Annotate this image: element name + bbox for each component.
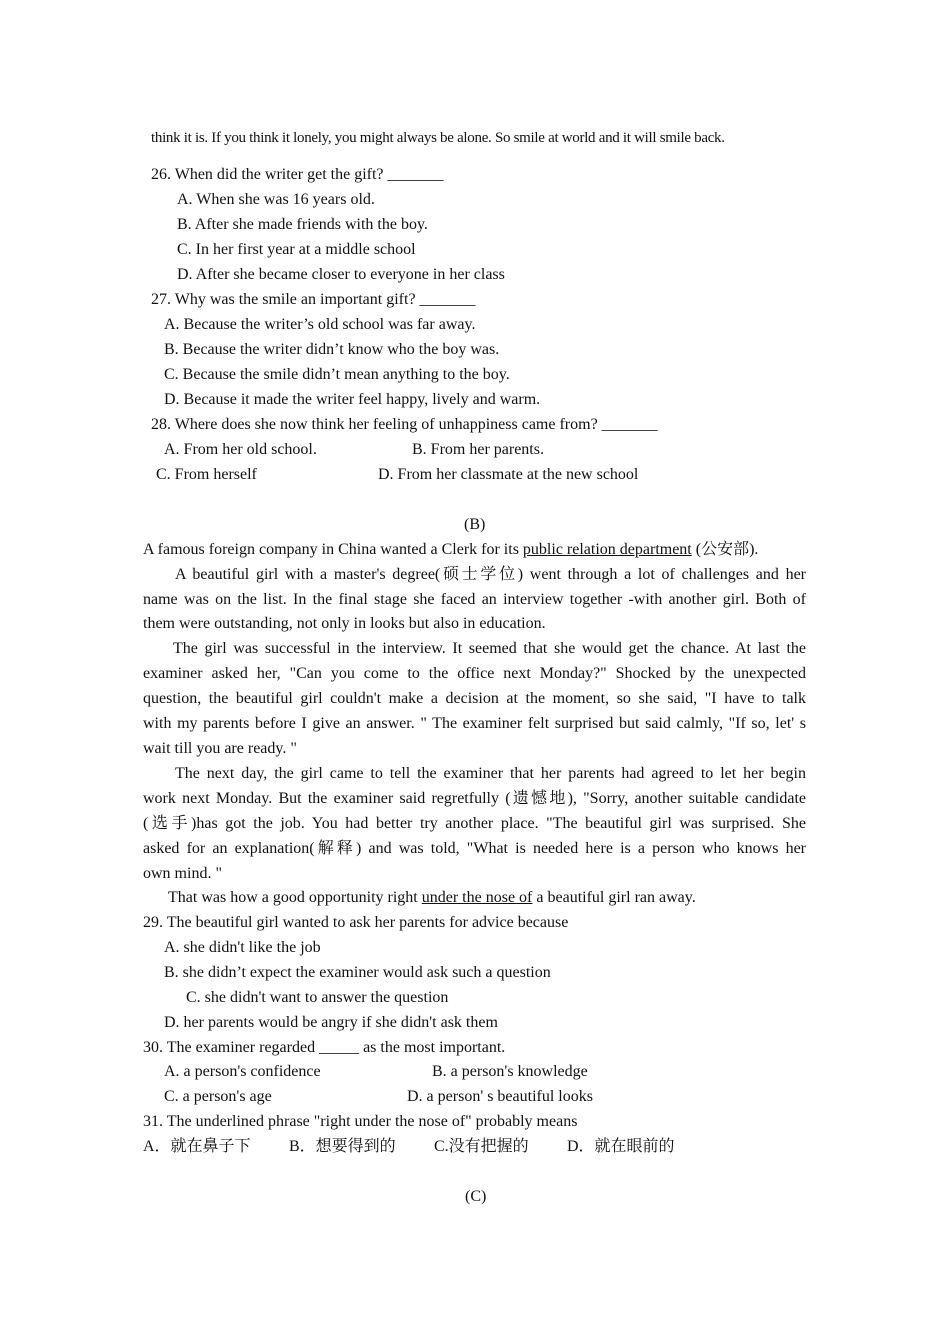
q27-option-b: B. Because the writer didn’t know who the boy was. [164, 341, 500, 358]
paragraph-1-line-1: A beautiful girl with a master's degree(硕士学位) went through a lot of challenges and her [175, 566, 806, 583]
q27-option-c: C. Because the smile didn’t mean anything to the boy. [164, 366, 510, 383]
q28-option-b: B. From her parents. [412, 441, 544, 458]
underlined-phrase-department: public relation department [522, 541, 692, 558]
paragraph-3-line-3: (选手)has got the job. You had better try another place. "The beautiful girl was surprised. She [143, 815, 806, 832]
q29-option-b: B. she didn’t expect the examiner would ask such a question [164, 964, 551, 981]
question-31: 31. The underlined phrase "right under the nose of" probably means [143, 1113, 578, 1130]
q30-option-b: B. a person's knowledge [432, 1063, 588, 1080]
paragraph-2-line-2: examiner asked her, "Can you come to the office next Monday?" Shocked by the unexpected [143, 665, 806, 682]
intro-text: A famous foreign company in China wanted a Clerk for its [143, 541, 523, 558]
q26-option-d: D. After she became closer to everyone in her class [177, 266, 505, 283]
paragraph-4-text-end: a beautiful girl ran away. [532, 889, 696, 906]
paragraph-3-line-5: own mind. " [143, 865, 222, 882]
q31-option-b: B．想要得到的 [289, 1138, 396, 1155]
q30-option-d: D. a person' s beautiful looks [407, 1088, 593, 1105]
section-b-heading: (B) [464, 516, 486, 533]
section-b-intro [143, 540, 758, 560]
paragraph-3-line-4: asked for an explanation(解释) and was told, "What is needed here is a person who knows her [143, 840, 806, 857]
paragraph-2-line-1: The girl was successful in the interview. It seemed that she would get the chance. At last the [173, 640, 806, 657]
paragraph-1-line-2: name was on the list. In the final stage she faced an interview together -with another girl. Both of [143, 591, 806, 608]
q26-option-c: C. In her first year at a middle school [177, 241, 416, 258]
q30-option-c: C. a person's age [164, 1088, 272, 1105]
question-27: 27. Why was the smile an important gift? _______ [151, 291, 476, 308]
q31-option-a: A．就在鼻子下 [143, 1138, 251, 1155]
q28-option-d: D. From her classmate at the new school [378, 466, 639, 483]
paragraph-4-text: That was how a good opportunity right [168, 889, 422, 906]
paragraph-2-line-5: wait till you are ready. " [143, 740, 297, 757]
paragraph-3-line-2: work next Monday. But the examiner said regretfully (遗憾地), "Sorry, another suitable candidate [143, 790, 806, 807]
q29-option-c: C. she didn't want to answer the question [186, 989, 449, 1006]
question-26: 26. When did the writer get the gift? _______ [151, 166, 444, 183]
paragraph-1-line-3: them were outstanding, not only in looks but also in education. [143, 615, 546, 632]
q26-option-b: B. After she made friends with the boy. [177, 216, 428, 233]
question-28: 28. Where does she now think her feeling of unhappiness came from? _______ [151, 416, 658, 433]
paragraph-2-line-4: with my parents before I give an answer. " The examiner felt surprised but said calmly, "If so, let' s [143, 715, 806, 732]
intro-text-end: (公安部). [691, 541, 759, 558]
q27-option-a: A. Because the writer’s old school was far away. [164, 316, 476, 333]
section-c-heading: (C) [465, 1188, 487, 1205]
q31-option-c: C.没有把握的 [434, 1138, 529, 1155]
question-30: 30. The examiner regarded _____ as the most important. [143, 1039, 506, 1056]
q30-option-a: A. a person's confidence [164, 1063, 321, 1080]
paragraph-4 [168, 888, 696, 908]
q29-option-d: D. her parents would be angry if she didn't ask them [164, 1014, 498, 1031]
paragraph-2-line-3: question, the beautiful girl couldn't make a decision at the moment, so she said, "I have to talk [143, 690, 806, 707]
q26-option-a: A. When she was 16 years old. [177, 191, 375, 208]
question-29: 29. The beautiful girl wanted to ask her parents for advice because [143, 914, 569, 931]
q29-option-a: A. she didn't like the job [164, 939, 321, 956]
underlined-phrase-nose: under the nose of [421, 889, 533, 906]
q27-option-d: D. Because it made the writer feel happy, lively and warm. [164, 391, 541, 408]
q28-option-c: C. From herself [156, 466, 257, 483]
passage-closing-line: think it is. If you think it lonely, you might always be alone. So smile at world and it will smile back. [151, 130, 725, 146]
q31-option-d: D．就在眼前的 [567, 1138, 675, 1155]
paragraph-3-line-1: The next day, the girl came to tell the examiner that her parents had agreed to let her begin [175, 765, 806, 782]
q28-option-a: A. From her old school. [164, 441, 317, 458]
